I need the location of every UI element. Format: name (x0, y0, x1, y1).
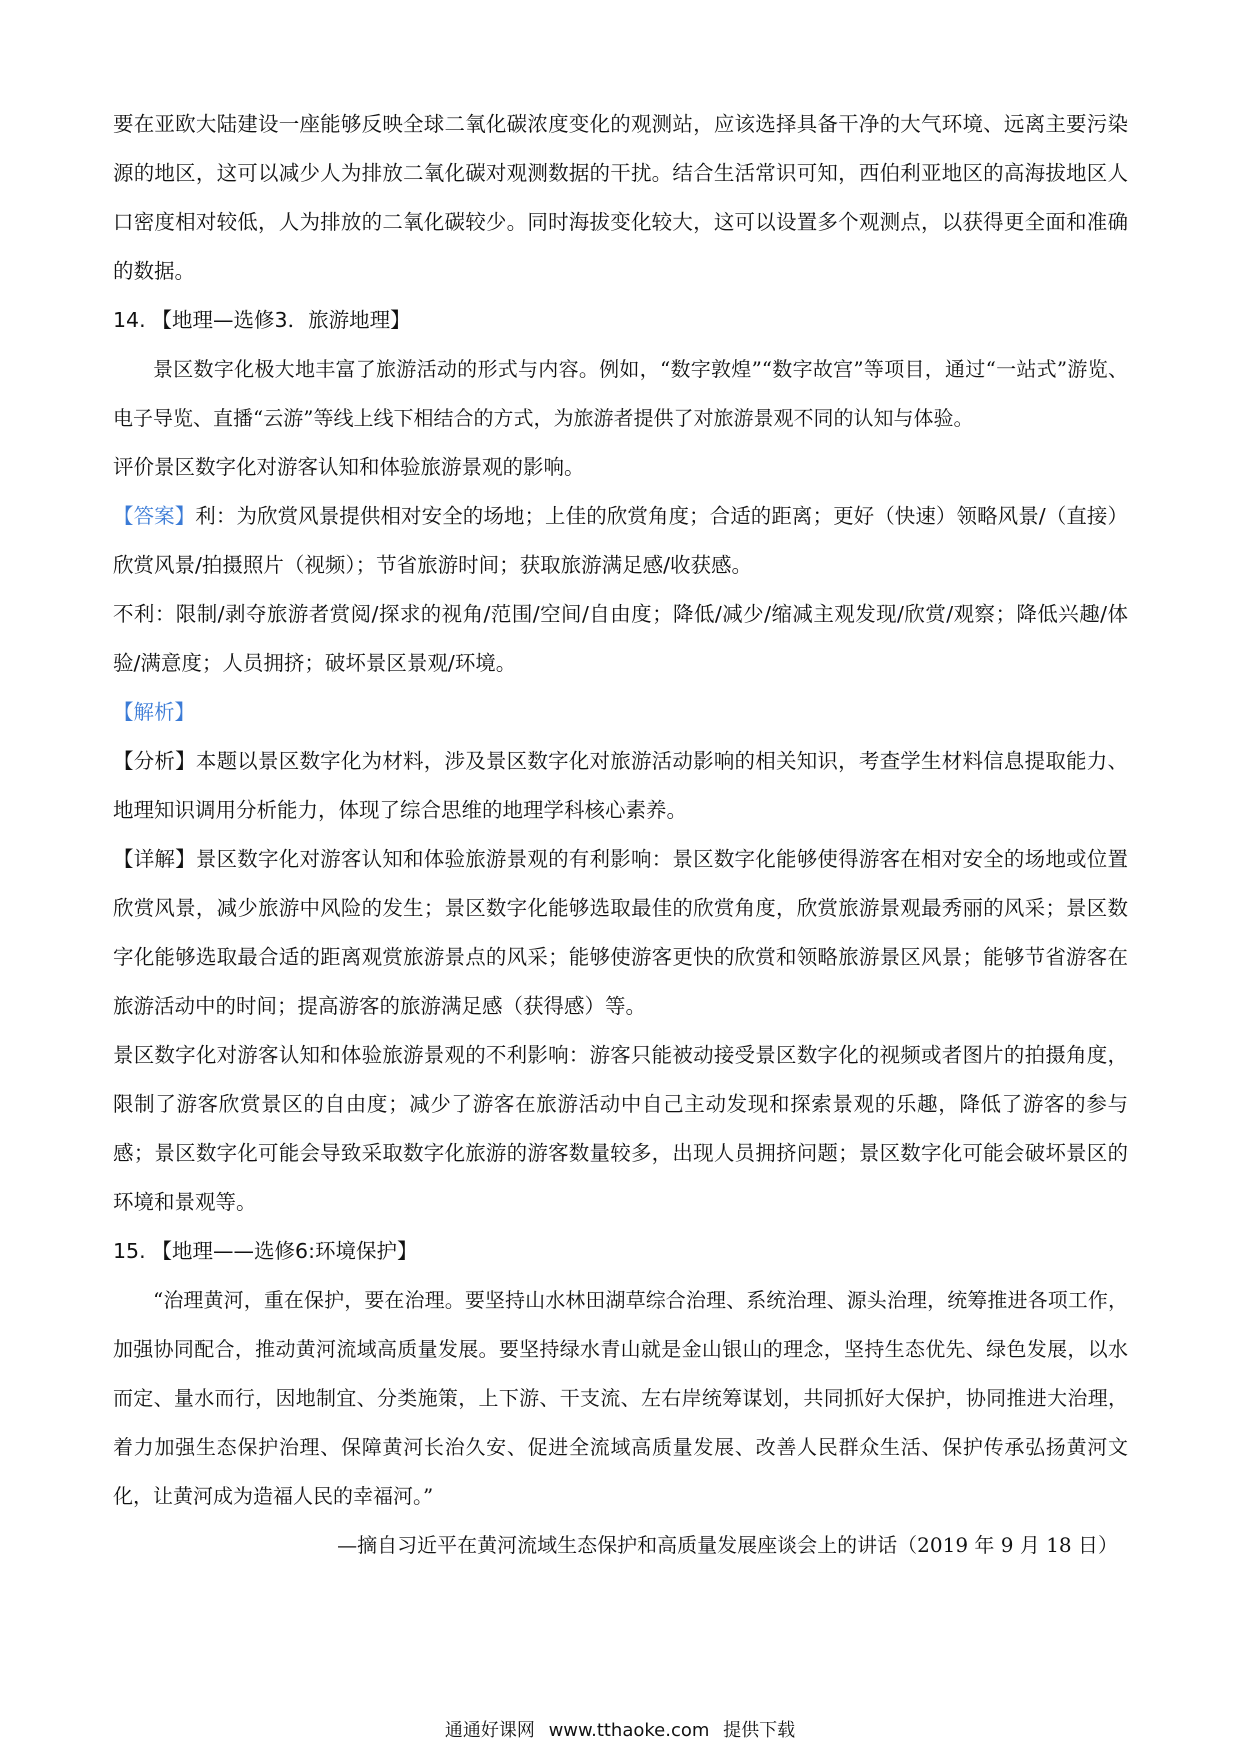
footer-suffix: 提供下载 (723, 1720, 796, 1741)
answer-pros (113, 492, 1128, 590)
analysis-tag: 【解析】 (113, 700, 195, 724)
page-content (113, 100, 1128, 1570)
question-14-material: 景区数字化极大地丰富了旅游活动的形式与内容。例如，“数字敦煌”“数字故宫”等项目，通过“一站式”游览、电子导览、直播“云游”等线上线下相结合的方式，为旅游者提供了对旅游景观不同的认知与体验。 (113, 357, 1128, 430)
question-14-title: 【地理—选修3．旅游地理】 (151, 308, 411, 332)
footer-url[interactable]: www.tthaoke.com (548, 1720, 710, 1741)
question-15-heading (113, 1227, 1128, 1276)
question-14-prompt: 评价景区数字化对游客认知和体验旅游景观的影响。 (113, 455, 585, 479)
detail-paragraph-2: 景区数字化对游客认知和体验旅游景观的不利影响：游客只能被动接受景区数字化的视频或者图片的拍摄角度，限制了游客欣赏景区的自由度；减少了游客在旅游活动中自己主动发现和探索景观的乐趣，降低了游客的参与感；景区数字化可能会导致采取数字化旅游的游客数量较多，出现人员拥挤问题；景区数字化可能会破坏景区的环境和景观等。 (113, 1043, 1128, 1214)
top-paragraph: 要在亚欧大陆建设一座能够反映全球二氧化碳浓度变化的观测站，应该选择具备干净的大气环境、远离主要污染源的地区，这可以减少人为排放二氧化碳对观测数据的干扰。结合生活常识可知，西伯利亚地区的高海拔地区人口密度相对较低，人为排放的二氧化碳较少。同时海拔变化较大，这可以设置多个观测点，以获得更全面和准确的数据。 (113, 112, 1128, 283)
answer-cons: 不利：限制/剥夺旅游者赏阅/探求的视角/范围/空间/自由度；降低/减少/缩减主观发现/欣赏/观察；降低兴趣/体验/满意度；人员拥挤；破坏景区景观/环境。 (113, 602, 1128, 675)
answer-pros-text: 利：为欣赏风景提供相对安全的场地；上佳的欣赏角度；合适的距离；更好（快速）领略风景/（直接）欣赏风景/拍摄照片（视频）；节省旅游时间；获取旅游满足感/收获感。 (113, 504, 1129, 577)
page-footer (0, 1716, 1240, 1742)
analysis-heading (113, 688, 1128, 737)
question-15-attribution: —摘自习近平在黄河流域生态保护和高质量发展座谈会上的讲话（2019 年 9 月 18 日） (337, 1533, 1118, 1557)
detail-paragraph: 【详解】景区数字化对游客认知和体验旅游景观的有利影响：景区数字化能够使得游客在相对安全的场地或位置欣赏风景，减少旅游中风险的发生；景区数字化能够选取最佳的欣赏角度，欣赏旅游景观最秀丽的风采；景区数字化能够选取最合适的距离观赏旅游景点的风采；能够使游客更快的欣赏和领略旅游景区风景；能够节省游客在旅游活动中的时间；提高游客的旅游满足感（获得感）等。 (113, 847, 1128, 1018)
question-15-number: 15. (113, 1239, 146, 1263)
analysis-paragraph: 【分析】本题以景区数字化为材料，涉及景区数字化对旅游活动影响的相关知识，考查学生材料信息提取能力、地理知识调用分析能力，体现了综合思维的地理学科核心素养。 (113, 749, 1128, 822)
question-14-number: 14. (113, 308, 146, 332)
question-14-heading (113, 296, 1128, 345)
question-15-quote: “治理黄河，重在保护，要在治理。要坚持山水林田湖草综合治理、系统治理、源头治理，统筹推进各项工作，加强协同配合，推动黄河流域高质量发展。要坚持绿水青山就是金山银山的理念，坚持生态优先、绿色发展，以水而定、量水而行，因地制宜、分类施策，上下游、干支流、左右岸统筹谋划，共同抓好大保护，协同推进大治理，着力加强生态保护治理、保障黄河长治久安、促进全流域高质量发展、改善人民群众生活、保护传承弘扬黄河文化，让黄河成为造福人民的幸福河。” (113, 1288, 1128, 1508)
answer-tag: 【答案】 (113, 504, 196, 528)
question-15-title: 【地理——选修6:环境保护】 (151, 1239, 418, 1263)
footer-site-name: 通通好课网 (444, 1720, 535, 1741)
